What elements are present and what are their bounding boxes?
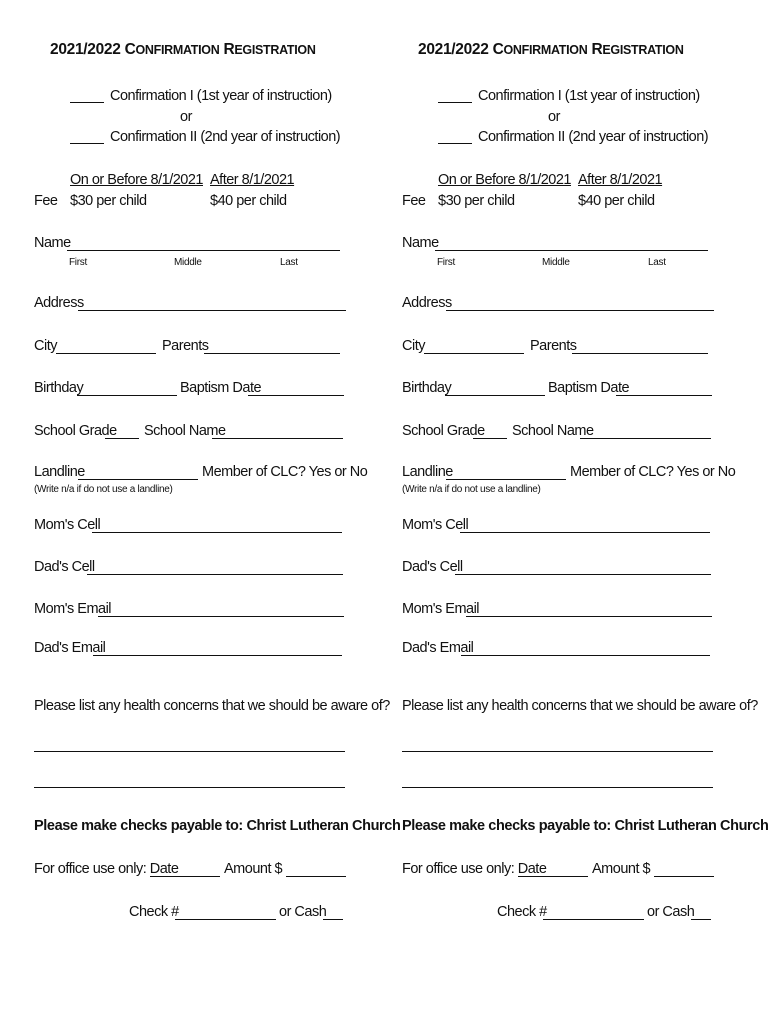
cash-label: or Cash	[279, 904, 327, 920]
early-fee-price: $30 per child	[438, 193, 515, 209]
health-concerns-line-2[interactable]	[402, 787, 713, 788]
confirmation-2-blank[interactable]	[70, 143, 104, 144]
moms-email-field[interactable]	[98, 616, 344, 617]
city-label: City	[34, 338, 57, 354]
name-label: Name	[34, 235, 71, 251]
title-word-registration: EGISTRATION	[234, 43, 316, 57]
name-label: Name	[402, 235, 439, 251]
registration-form-right	[402, 0, 769, 1024]
check-number-label: Check #	[129, 904, 179, 920]
school-grade-field[interactable]	[473, 438, 507, 439]
checks-payable-note: Please make checks payable to: Christ Lutheran Church	[402, 818, 769, 834]
moms-email-label: Mom's Email	[34, 601, 112, 617]
office-date-label: For office use only: Date	[402, 861, 547, 877]
late-fee-price: $40 per child	[578, 193, 655, 209]
health-concerns-line-2[interactable]	[34, 787, 345, 788]
moms-cell-field[interactable]	[92, 532, 342, 533]
landline-label: Landline	[402, 464, 453, 480]
confirmation-1-label: Confirmation I (1st year of instruction)	[110, 88, 332, 104]
name-middle-caption: Middle	[542, 257, 570, 268]
landline-note: (Write n/a if do not use a landline)	[402, 484, 541, 495]
school-grade-label: School Grade	[34, 423, 117, 439]
city-field[interactable]	[424, 353, 524, 354]
school-name-field[interactable]	[580, 438, 711, 439]
parents-field[interactable]	[572, 353, 708, 354]
amount-label: Amount $	[224, 861, 283, 877]
confirmation-1-blank[interactable]	[70, 102, 104, 103]
city-field[interactable]	[56, 353, 156, 354]
dads-cell-label: Dad's Cell	[34, 559, 95, 575]
school-grade-field[interactable]	[105, 438, 139, 439]
dads-cell-field[interactable]	[87, 574, 343, 575]
check-number-field[interactable]	[175, 919, 276, 920]
form-title	[418, 41, 684, 59]
moms-email-field[interactable]	[466, 616, 712, 617]
birthday-field[interactable]	[445, 395, 545, 396]
office-date-field[interactable]	[150, 876, 220, 877]
moms-cell-field[interactable]	[460, 532, 710, 533]
office-date-field[interactable]	[518, 876, 588, 877]
checks-payable-note: Please make checks payable to: Christ Lutheran Church	[34, 818, 401, 834]
parents-label: Parents	[530, 338, 577, 354]
form-title	[50, 41, 316, 59]
amount-field[interactable]	[286, 876, 346, 877]
clc-member-question[interactable]: Member of CLC? Yes or No	[570, 464, 736, 480]
fee-label: Fee	[34, 193, 58, 209]
landline-note: (Write n/a if do not use a landline)	[34, 484, 173, 495]
dads-email-label: Dad's Email	[34, 640, 106, 656]
name-first-caption: First	[437, 257, 455, 268]
confirmation-2-label: Confirmation II (2nd year of instruction)	[478, 129, 709, 145]
moms-email-label: Mom's Email	[402, 601, 480, 617]
school-name-field[interactable]	[212, 438, 343, 439]
parents-field[interactable]	[204, 353, 340, 354]
check-number-label: Check #	[497, 904, 547, 920]
late-fee-header: After 8/1/2021	[210, 172, 295, 188]
address-field[interactable]	[78, 310, 346, 311]
dads-cell-label: Dad's Cell	[402, 559, 463, 575]
dads-email-field[interactable]	[93, 655, 342, 656]
office-date-label: For office use only: Date	[34, 861, 179, 877]
early-fee-price: $30 per child	[70, 193, 147, 209]
name-field[interactable]	[67, 250, 340, 251]
title-word-registration: EGISTRATION	[602, 43, 684, 57]
birthday-label: Birthday	[34, 380, 84, 396]
birthday-field[interactable]	[77, 395, 177, 396]
amount-field[interactable]	[654, 876, 714, 877]
school-name-label: School Name	[144, 423, 226, 439]
birthday-label: Birthday	[402, 380, 452, 396]
name-last-caption: Last	[648, 257, 666, 268]
address-label: Address	[402, 295, 452, 311]
confirmation-1-blank[interactable]	[438, 102, 472, 103]
baptism-date-field[interactable]	[248, 395, 344, 396]
landline-field[interactable]	[78, 479, 198, 480]
health-concerns-line-1[interactable]	[34, 751, 345, 752]
address-label: Address	[34, 295, 84, 311]
confirmation-2-label: Confirmation II (2nd year of instruction)	[110, 129, 341, 145]
health-concerns-line-1[interactable]	[402, 751, 713, 752]
option-or: or	[180, 109, 192, 125]
title-year: 2021/2022	[418, 41, 489, 58]
option-or: or	[548, 109, 560, 125]
name-first-caption: First	[69, 257, 87, 268]
fee-label: Fee	[402, 193, 426, 209]
title-initial-c: C	[124, 41, 136, 58]
late-fee-price: $40 per child	[210, 193, 287, 209]
baptism-date-field[interactable]	[616, 395, 712, 396]
school-grade-label: School Grade	[402, 423, 485, 439]
title-word-confirmation: ONFIRMATION	[135, 43, 220, 57]
title-initial-r: R	[223, 41, 235, 58]
baptism-date-label: Baptism Date	[180, 380, 262, 396]
dads-email-label: Dad's Email	[402, 640, 474, 656]
address-field[interactable]	[446, 310, 714, 311]
registration-form-left	[34, 0, 401, 1024]
dads-email-field[interactable]	[461, 655, 710, 656]
name-middle-caption: Middle	[174, 257, 202, 268]
check-number-field[interactable]	[543, 919, 644, 920]
confirmation-2-blank[interactable]	[438, 143, 472, 144]
title-initial-r: R	[591, 41, 603, 58]
health-concerns-question: Please list any health concerns that we should be aware of?	[402, 698, 758, 714]
landline-field[interactable]	[446, 479, 566, 480]
name-last-caption: Last	[280, 257, 298, 268]
moms-cell-label: Mom's Cell	[34, 517, 101, 533]
parents-label: Parents	[162, 338, 209, 354]
late-fee-header: After 8/1/2021	[578, 172, 663, 188]
clc-member-question[interactable]: Member of CLC? Yes or No	[202, 464, 368, 480]
health-concerns-question: Please list any health concerns that we should be aware of?	[34, 698, 390, 714]
dads-cell-field[interactable]	[455, 574, 711, 575]
landline-label: Landline	[34, 464, 85, 480]
early-fee-header: On or Before 8/1/2021	[438, 172, 571, 188]
confirmation-1-label: Confirmation I (1st year of instruction)	[478, 88, 700, 104]
early-fee-header: On or Before 8/1/2021	[70, 172, 203, 188]
amount-label: Amount $	[592, 861, 651, 877]
cash-field[interactable]	[691, 919, 711, 920]
cash-label: or Cash	[647, 904, 695, 920]
moms-cell-label: Mom's Cell	[402, 517, 469, 533]
city-label: City	[402, 338, 425, 354]
baptism-date-label: Baptism Date	[548, 380, 630, 396]
title-initial-c: C	[492, 41, 504, 58]
title-word-confirmation: ONFIRMATION	[503, 43, 588, 57]
cash-field[interactable]	[323, 919, 343, 920]
name-field[interactable]	[435, 250, 708, 251]
school-name-label: School Name	[512, 423, 594, 439]
title-year: 2021/2022	[50, 41, 121, 58]
